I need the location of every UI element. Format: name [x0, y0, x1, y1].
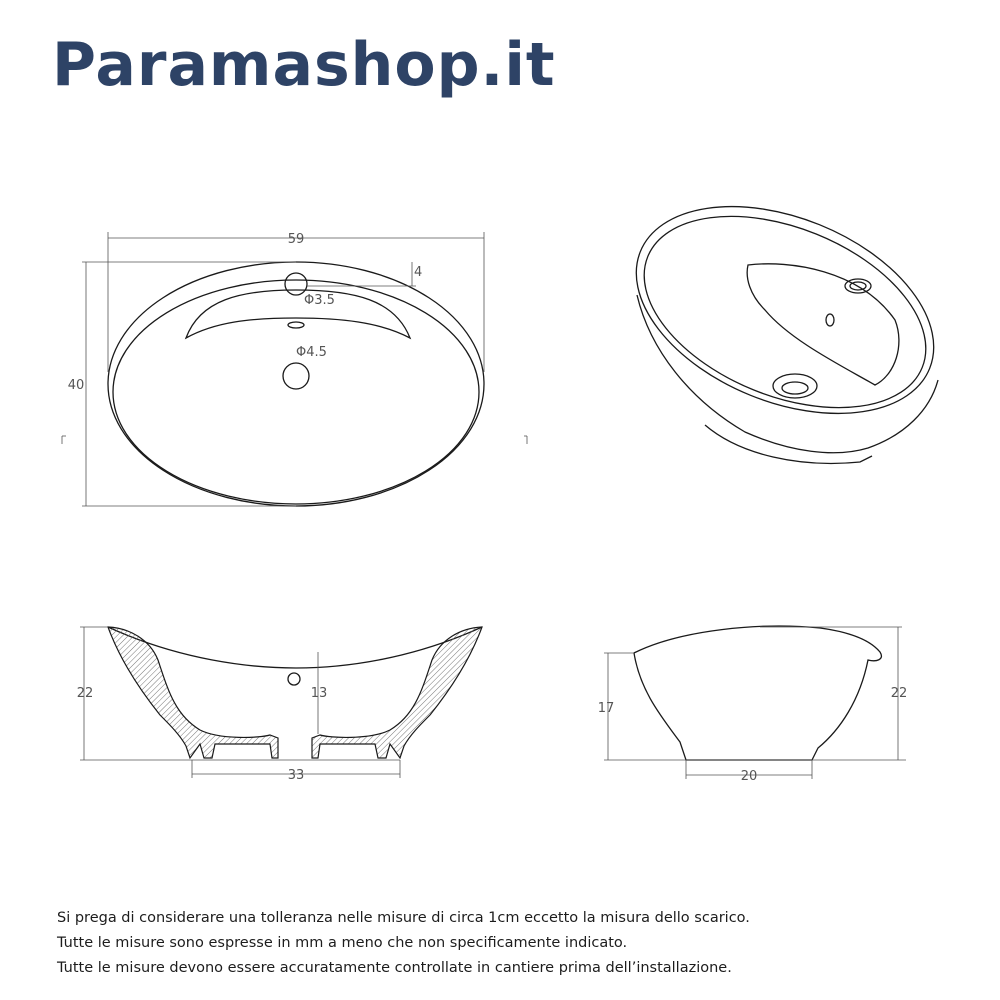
top-view-inner-rim [113, 280, 479, 504]
brand-logo: Paramashop.it [52, 30, 556, 100]
label-tap-hole: Φ3.5 [304, 293, 335, 308]
side-view [598, 626, 908, 784]
perspective-overflow [826, 314, 834, 326]
dim-top-height: 40 [67, 378, 85, 393]
tap-hole [285, 273, 307, 295]
note-units: Tutte le misure sono espresse in mm a meno che non specificamente indicato. [57, 935, 628, 951]
perspective-view [606, 166, 964, 463]
dim-side-right-height: 22 [890, 686, 908, 701]
dim-front-height: 22 [76, 686, 94, 701]
front-left-wall [108, 627, 278, 758]
dim-front-inner: 13 [310, 686, 328, 701]
perspective-inner-rim [616, 179, 953, 446]
dim-side-left-height: 17 [597, 701, 615, 716]
front-right-wall [312, 627, 482, 758]
notes-block [57, 906, 957, 981]
dim-top-width: 59 [287, 232, 305, 247]
dim-front-base: 33 [287, 768, 305, 783]
front-section-view [77, 627, 482, 783]
top-view [62, 232, 527, 506]
drain-hole [283, 363, 309, 389]
label-drain-hole: Φ4.5 [296, 345, 327, 360]
front-overflow-hole [288, 673, 300, 685]
perspective-body [637, 295, 938, 453]
top-view-shelf [186, 290, 410, 338]
note-tolerance: Si prega di considerare una tolleranza nelle misure di circa 1cm eccetto la misura dello scarico. [57, 910, 750, 926]
note-check-on-site: Tutte le misure devono essere accuratamente controllate in cantiere prima dell’installazione. [57, 960, 732, 976]
side-body [634, 626, 881, 760]
dim-side-base: 20 [740, 769, 758, 784]
perspective-shelf [747, 264, 899, 385]
perspective-outer-rim [606, 166, 964, 453]
overflow-slot [288, 322, 304, 328]
perspective-base [705, 425, 872, 463]
dim-top-offset: 4 [414, 265, 423, 280]
